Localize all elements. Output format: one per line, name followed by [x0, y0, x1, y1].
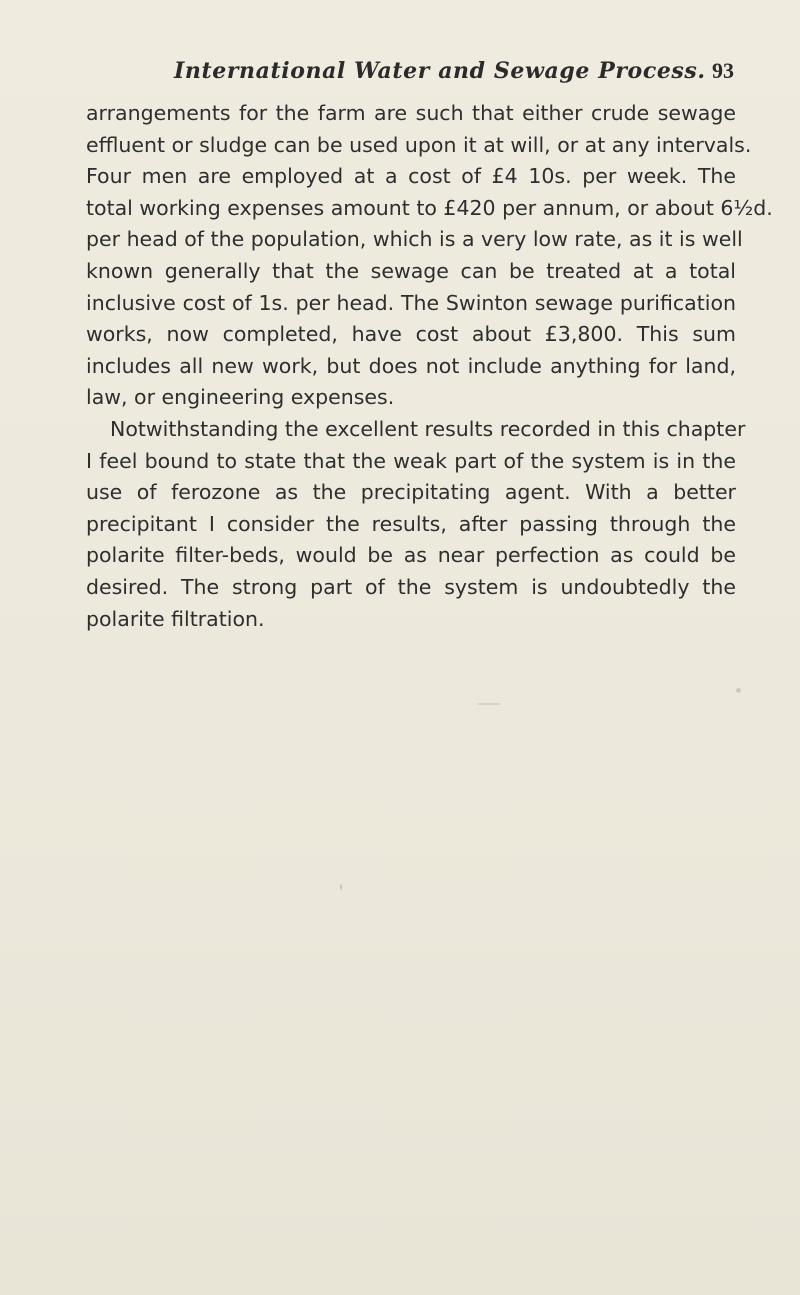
text-line: I feel bound to state that the weak part of the system is in the [86, 448, 736, 473]
text-line: total working expenses amount to £420 per annum, or about 6½d. [86, 195, 773, 220]
body-text [86, 98, 773, 635]
text-line: Four men are employed at a cost of £4 10s. per week. The [86, 164, 736, 189]
text-line: arrangements for the farm are such that either crude sewage [86, 101, 736, 125]
page-number: 93 [712, 58, 734, 83]
text-line: includes all new work, but does not include anything for land, [86, 353, 736, 378]
text-line: works, now completed, have cost about £3,800. This sum [86, 322, 736, 347]
paper-speck [736, 688, 741, 693]
text-line: Notwithstanding the excellent results recorded in this chapter [110, 416, 746, 441]
running-head [174, 58, 734, 98]
text-line: precipitant I consider the results, after passing through the [86, 511, 736, 536]
text-line: polarite filter-beds, would be as near perfection as could be [86, 543, 736, 568]
paper-speck [340, 884, 342, 890]
paragraph-1 [86, 98, 773, 414]
text-line: desired. The strong part of the system is undoubtedly the [86, 574, 736, 599]
text-line: use of ferozone as the precipitating agent. With a better [86, 480, 736, 505]
text-line: per head of the population, which is a very low rate, as it is well [86, 227, 743, 252]
text-line: known generally that the sewage can be treated at a total [86, 258, 736, 283]
text-line: effluent or sludge can be used upon it at will, or at any intervals. [86, 132, 752, 157]
paper-mark [478, 703, 500, 705]
running-title: International Water and Sewage Process. [174, 58, 706, 84]
text-line: law, or engineering expenses. [86, 385, 395, 410]
text-line: polarite filtration. [86, 606, 265, 631]
text-line: inclusive cost of 1s. per head. The Swinton sewage purification [86, 290, 736, 315]
paragraph-2 [86, 414, 746, 635]
